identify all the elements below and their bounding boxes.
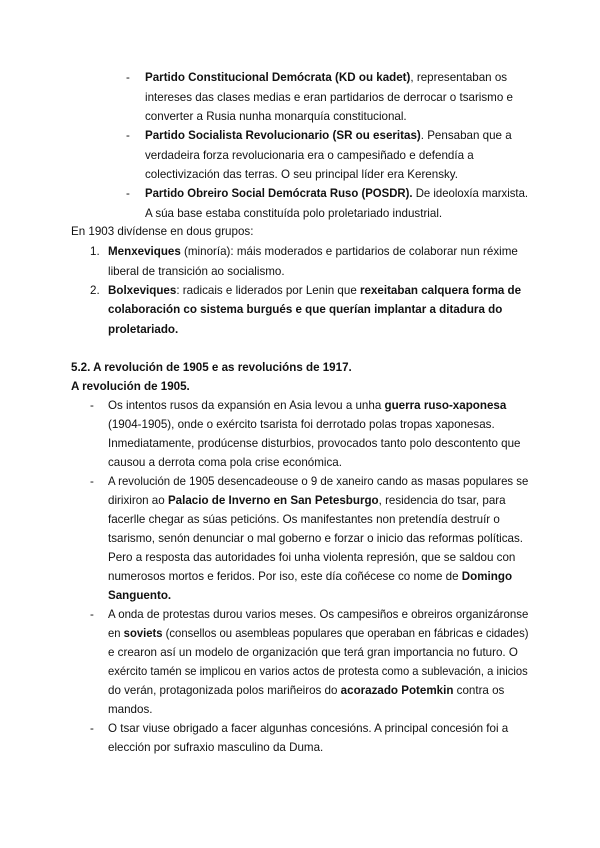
group-bold-line: colaboración co sistema burgués e que querían implantar a ditadura do bbox=[108, 303, 503, 316]
split-intro: En 1903 divídense en dous grupos: bbox=[71, 225, 254, 238]
party-text-line: A súa base estaba constituída polo proletariado industrial. bbox=[145, 207, 443, 220]
group-bold-line: proletariado. bbox=[108, 323, 179, 336]
item-line: Pero a resposta das autoridades foi unha violenta represión, que se saldou con bbox=[108, 551, 516, 564]
group-name: Menxeviques bbox=[108, 245, 181, 258]
item-line: A revolución de 1905 desencadeouse o 9 de xaneiro cando as masas populares se bbox=[108, 475, 529, 488]
item-line: elección por sufraxio masculino da Duma. bbox=[108, 741, 324, 754]
bullet-dash: - bbox=[126, 129, 130, 142]
bullet-dash: - bbox=[90, 399, 94, 412]
item-line bbox=[108, 627, 528, 641]
party-name: Partido Constitucional Demócrata (KD ou kadet) bbox=[145, 71, 411, 84]
item-line: tsarismo, senón denunciar o mal goberno e forzar o inicio das reformas políticas. bbox=[108, 532, 524, 545]
group-name: Bolxeviques bbox=[108, 284, 177, 297]
item-line: facerlle chegar as súas peticións. Os manifestantes non pretendía destruír o bbox=[108, 513, 500, 526]
item-line: exército tamén se implicou en varios actos de protesta como a sublevación, a inicios bbox=[108, 665, 528, 678]
party-sr bbox=[145, 129, 512, 143]
item-line bbox=[108, 570, 512, 584]
party-text-line: colectivización das terras. O seu principal líder era Kerensky. bbox=[145, 168, 458, 181]
bullet-dash: - bbox=[90, 608, 94, 621]
item-bold-line: Sanguento. bbox=[108, 589, 172, 602]
item-line: (1904-1905), onde o exército tsarista foi derrotado polas tropas xaponesas. bbox=[108, 418, 495, 431]
item-line: mandos. bbox=[108, 703, 153, 716]
party-text: . Pensaban que a bbox=[420, 129, 512, 142]
item-line bbox=[108, 494, 506, 508]
item-bold: acorazado Potemkin bbox=[340, 684, 454, 697]
item-text: dirixiron ao bbox=[108, 494, 168, 507]
section-heading: 5.2. A revolución de 1905 e as revolucións de 1917. bbox=[71, 361, 352, 374]
party-name: Partido Socialista Revolucionario (SR ou eseritas) bbox=[145, 129, 421, 142]
bullet-dash: - bbox=[90, 722, 94, 735]
bullet-dash: - bbox=[90, 475, 94, 488]
group-text: : radicais e liderados por Lenin que bbox=[176, 284, 360, 297]
group-text: (minoría): máis moderados e partidarios de colaborar nun réxime bbox=[180, 245, 518, 258]
party-kd bbox=[145, 71, 507, 85]
item-bold: Palacio de Inverno en San Petesburgo bbox=[167, 494, 379, 507]
item-text: numerosos mortos e feridos. Por iso, este día coñécese co nome de bbox=[108, 570, 462, 583]
item-text: contra os bbox=[453, 684, 505, 697]
list-number: 1. bbox=[90, 245, 100, 258]
group-text-line: liberal de transición ao socialismo. bbox=[108, 265, 285, 278]
party-text: De ideoloxía marxista. bbox=[412, 187, 529, 200]
group-bold-text: rexeitaban calquera forma de bbox=[360, 284, 522, 297]
item-line: O tsar viuse obrigado a facer algunhas concesións. A principal concesión foi a bbox=[108, 722, 509, 735]
party-text-line: converter a Rusia nunha monarquía constitucional. bbox=[145, 110, 407, 123]
bullet-dash: - bbox=[126, 71, 130, 84]
item-line bbox=[108, 399, 506, 413]
item-line: causou a derrota coma pola crise económica. bbox=[108, 456, 342, 469]
item-line: A onda de protestas durou varios meses. Os campesiños e obreiros organizáronse bbox=[108, 608, 529, 621]
item-line: Inmediatamente, prodúcense disturbios, provocados tanto polo descontento que bbox=[108, 437, 521, 450]
group-bolxeviques bbox=[108, 284, 521, 298]
item-bold: soviets bbox=[123, 627, 163, 640]
list-number: 2. bbox=[90, 284, 100, 297]
bullet-dash: - bbox=[126, 187, 130, 200]
item-text: (consellos ou asembleas populares que operaban en fábricas e cidades) bbox=[162, 627, 529, 640]
party-text-line: intereses das clases medias e eran partidarios de derrocar o tsarismo e bbox=[145, 91, 513, 104]
group-menxeviques bbox=[108, 245, 518, 259]
item-line bbox=[108, 684, 504, 698]
item-bold: Domingo bbox=[461, 570, 513, 583]
item-text: do verán, protagonizada polos mariñeiros do bbox=[108, 684, 341, 697]
item-text: en bbox=[108, 627, 124, 640]
party-name: Partido Obreiro Social Demócrata Ruso (POSDR). bbox=[145, 187, 413, 200]
party-posdr bbox=[145, 187, 528, 201]
party-text-line: verdadeira forza revolucionaria era o campesiñado e defendía a bbox=[145, 149, 474, 162]
item-text: , residencia do tsar, para bbox=[378, 494, 506, 507]
item-text: Os intentos rusos da expansión en Asia levou a unha bbox=[108, 399, 385, 412]
item-line: e crearon así un modelo de organización que terá gran importancia no futuro. O bbox=[108, 646, 518, 659]
section-subheading: A revolución de 1905. bbox=[71, 380, 190, 393]
party-text: , representaban os bbox=[410, 71, 508, 84]
item-bold: guerra ruso-xaponesa bbox=[384, 399, 507, 412]
